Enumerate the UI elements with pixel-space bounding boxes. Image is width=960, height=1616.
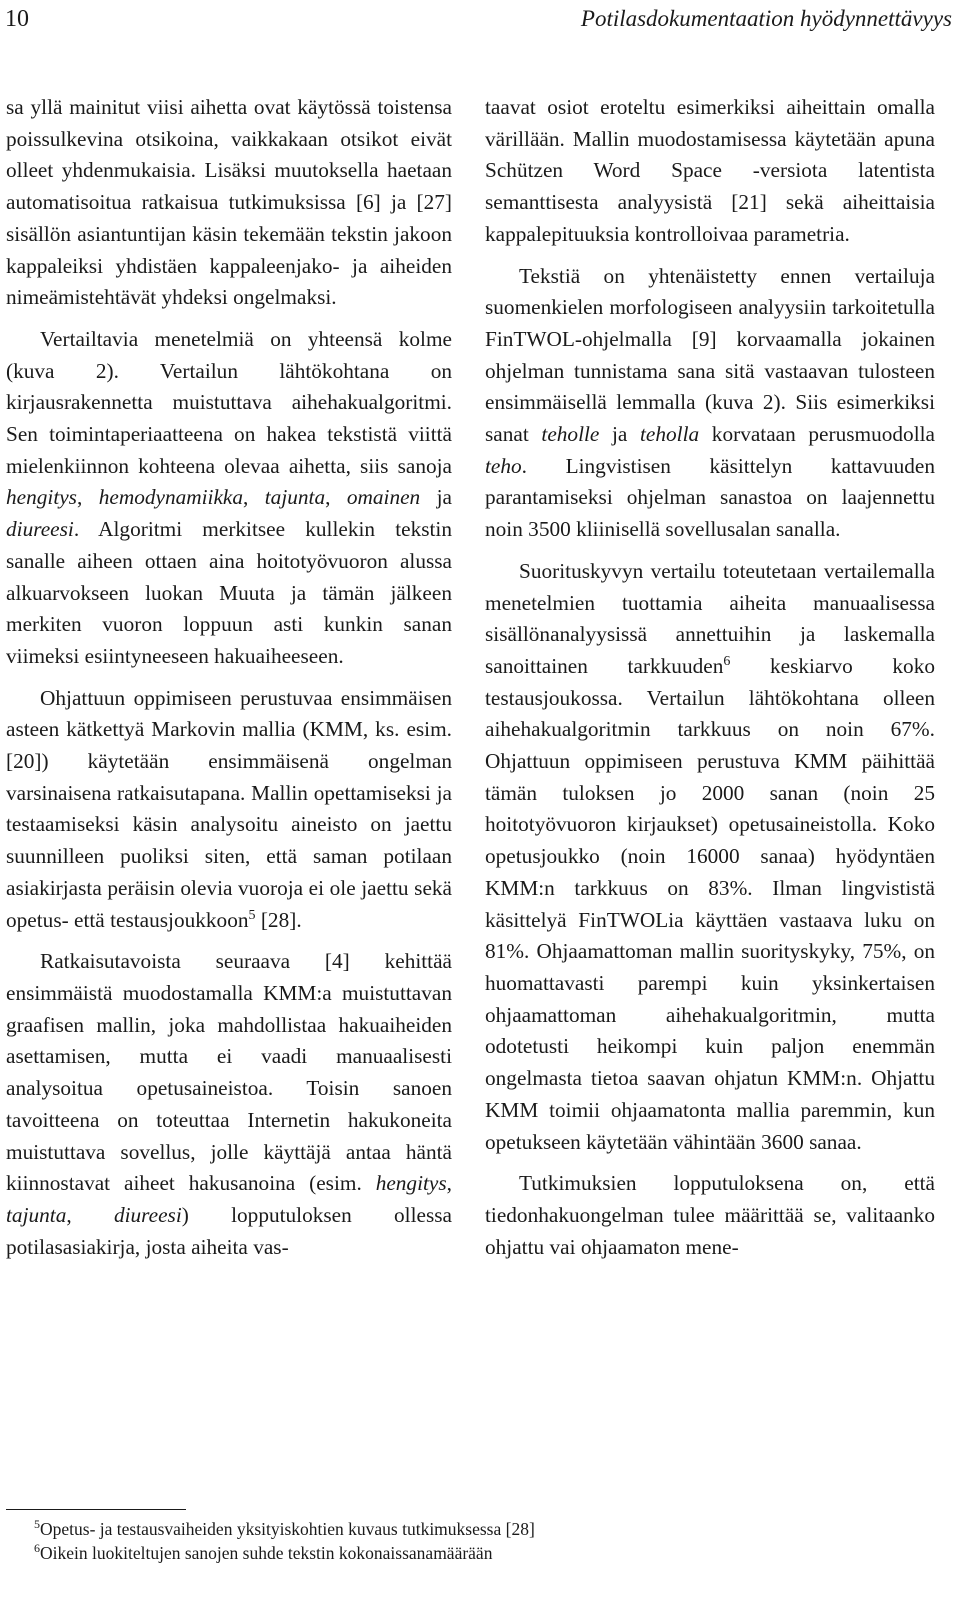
footnote-divider: [6, 1509, 186, 1510]
footnote-mark: 5: [248, 907, 256, 923]
right-column: [485, 92, 935, 1263]
italic-term: diureesi: [6, 517, 74, 542]
italic-term: teholle: [541, 422, 600, 447]
paragraph: [6, 683, 452, 937]
italic-term: hengitys: [375, 1171, 447, 1196]
footnote-mark: 6: [723, 653, 731, 669]
footnote-number: 5: [34, 1517, 40, 1532]
paragraph-text: Ohjattuun oppimiseen perustuvaa ensimmäisen asteen kätkettyä Markovin mallia (KMM, ks. esim. [20]) käytetään ensimmäisenä ongelman varsinaisena ratkaisutapana. Mallin opettamiseksi ja testaamiseksi käsin analysoitu aineisto on jaettu suunnilleen puoliksi siten, että saman potilaan asiakirjasta peräisin olevia vuoroja ei ole jaettu sekä opetus- että testausjoukkoon: [6, 685, 452, 932]
separator: ,: [446, 1171, 452, 1196]
paragraph-text: keskiarvo koko testausjoukossa. Vertailun lähtökohtana olleen aihehakualgoritmin tarkkuus on noin 67%. Ohjattuun oppimiseen perustuva KMM päihittää tämän tuloksen jo 2000 sanan (noin 25 hoitotyövuoron kirjaukset) opetusaineistolla. Koko opetusjoukko (noin 16000 sanaa) hyödyntäen KMM:n tarkkuus on 83%. Ilman lingvististä käsittelyä FinTWOLia käyttäen vastaava luku on 81%. Ohjaamattoman mallin suorityskyky, 75%, on huomattavasti parempi kuin yksinkertaisen ohjaamattoman aihehakualgoritmin, mutta odotetusti heikompi kuin paljon enemmän ongelmasta tietoa saavan ohjatun KMM:n. Ohjattu KMM toimii ohjaamatonta mallia paremmin, kun opetukseen käytetään vähintään 3600 sanaa.: [485, 653, 935, 1154]
separator: ,: [66, 1202, 114, 1227]
paragraph: [485, 556, 935, 1158]
footnote-text: Opetus- ja testausvaiheiden yksityiskohtien kuvaus tutkimuksessa [28]: [40, 1519, 535, 1539]
footnote: [34, 1517, 934, 1541]
paragraph: [485, 1168, 935, 1263]
paragraph-text: Ratkaisutavoista seuraava [4] kehittää ensimmäistä muodostamalla KMM:a muistuttavan graafisen mallin, joka mahdollistaa hakuaiheiden asettamisen, mutta ei vaadi manuaalisesti analysoitua opetusaineistoa. Toisin sanoen tavoitteena on toteuttaa Internetin hakukoneita muistuttava sovellus, jolle käyttäjä antaa häntä kiinnostavat aiheet hakusanoina (esim.: [6, 949, 452, 1196]
separator: ja: [420, 485, 452, 510]
page-header: [0, 6, 960, 42]
paragraph-text: Vertailtavia menetelmiä on yhteensä kolme (kuva 2). Vertailun lähtökohtana on kirjausrakennetta muistuttava aihehakualgoritmi. Sen toimintaperiaatteena on hakea tekstistä viittä mielenkiinnon kohteena olevaa aihetta, siis sanoja: [6, 326, 452, 478]
paragraph-text: . Algoritmi merkitsee kullekin tekstin sanalle aiheen ottaen aina hoitotyövuoron alussa alkuarvokseen luokan Muuta ja tämän jälkeen merkiten vuoron loppuun asti kunkin sanan viimeksi esiintyneeseen hakuaiheeseen.: [6, 517, 452, 668]
paragraph-text: [28].: [255, 907, 302, 932]
footnote-number: 6: [34, 1541, 40, 1556]
paragraph-text: . Lingvistisen käsittelyn kattavuuden parantamiseksi ohjelman sanastoa on laajennettu noin 3500 kliinisellä sovellusalan sanalla.: [485, 453, 935, 542]
left-column: [6, 92, 452, 1263]
paragraph: [6, 92, 452, 314]
footnote-text: Oikein luokiteltujen sanojen suhde tekstin kokonaissanamäärään: [40, 1543, 493, 1563]
paragraph-text: taavat osiot eroteltu esimerkiksi aiheittain omalla värillään. Mallin muodostamisessa käytetään apuna Schützen Word Space -versiota latentista semanttisesta analyysistä [21] sekä aiheittaisia kappalepituuksia kontrolloivaa parametria.: [485, 95, 935, 246]
footnote: [34, 1541, 934, 1565]
paragraph: [6, 946, 452, 1263]
separator: ja: [599, 422, 641, 447]
italic-term: teho: [485, 453, 522, 478]
page-number: 10: [5, 6, 29, 32]
italic-term: diureesi: [113, 1202, 182, 1227]
paragraph-text: sa yllä mainitut viisi aihetta ovat käytössä toistensa poissulkevina otsikoina, vaikkakaan otsikot eivät olleet yhdenmukaisia. Lisäksi muutoksella haetaan automatisoitua ratkaisua tutkimuksissa [6] ja [27] sisällön asiantuntijan käsin tekemään tekstin jakoon kappaleiksi yhdistäen kappaleenjako- ja aiheiden nimeämistehtävät yhdeksi ongelmaksi.: [6, 95, 452, 310]
italic-term: omainen: [346, 485, 421, 510]
paragraph: [6, 324, 452, 673]
italic-term: tajunta: [264, 485, 326, 510]
separator: ,: [325, 485, 347, 510]
separator: ,: [76, 485, 99, 510]
paragraph: [485, 261, 935, 546]
paragraph-text: Tutkimuksien lopputuloksena on, että tiedonhakuongelman tulee määrittää se, valitaanko ohjattu vai ohjaamaton mene-: [485, 1171, 935, 1259]
running-title: Potilasdokumentaation hyödynnettävyys: [580, 6, 952, 31]
paragraph-text: Tekstiä on yhtenäistetty ennen vertailuja suomenkielen morfologiseen analyysiin tarkoitetulla FinTWOL-ohjelmalla [9] korvaamalla jokainen ohjelman tunnistama sana sitä vastaavan tulosteen ensimmäisellä lemmalla (kuva 2). Siis esimerkiksi sanat: [485, 263, 935, 447]
paragraph: [485, 92, 935, 251]
separator: ,: [243, 485, 265, 510]
footnotes: [34, 1517, 934, 1565]
paragraph-text: Suorituskyvyn vertailu toteutetaan vertailemalla menetelmien tuottamia aiheita manuaalisessa sisällönanalyysissä annettuihin ja laskemalla sanoittainen tarkkuuden: [485, 558, 935, 678]
paragraph-text: ) lopputuloksen ollessa potilasasiakirja, josta aiheita vas-: [6, 1202, 452, 1259]
italic-term: teholla: [640, 422, 700, 447]
separator: korvataan perusmuodolla: [699, 422, 935, 447]
italic-term: tajunta: [6, 1202, 67, 1227]
italic-term: hemodynamiikka: [98, 485, 244, 510]
italic-term: hengitys: [6, 485, 77, 510]
